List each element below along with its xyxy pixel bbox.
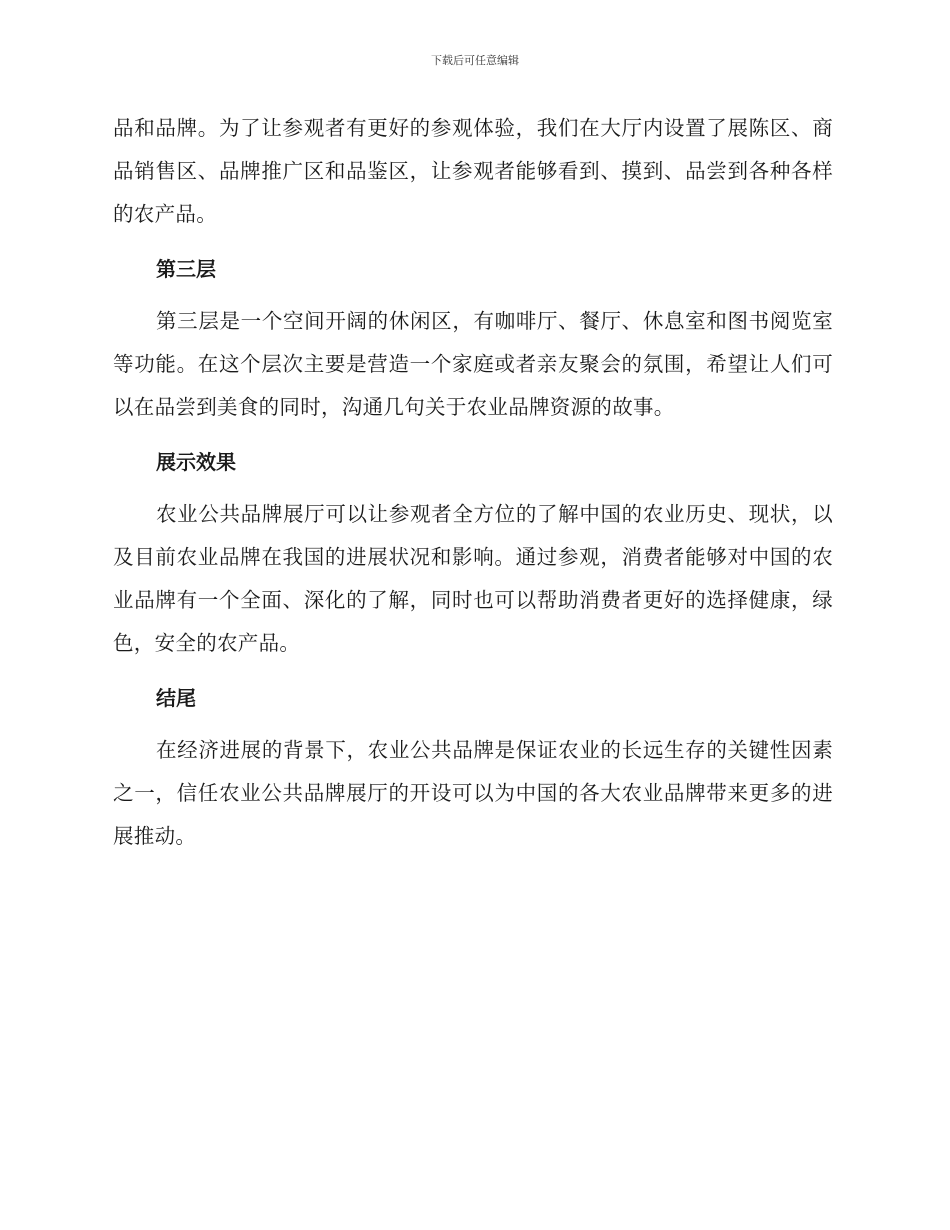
section-heading-conclusion: 结尾 <box>156 686 196 710</box>
intro-paragraph: 品和品牌。为了让参观者有更好的参观体验，我们在大厅内设置了展陈区、商品销售区、品牌推广区和品鉴区，让参观者能够看到、摸到、品尝到各种各样的农产品。 <box>113 116 833 226</box>
section-heading-display-effect: 展示效果 <box>156 450 236 474</box>
document-body <box>113 107 833 858</box>
section-paragraph-conclusion: 在经济进展的背景下，农业公共品牌是保证农业的长远生存的关键性因素之一，信任农业公共品牌展厅的开设可以为中国的各大农业品牌带来更多的进展推动。 <box>113 738 833 848</box>
section-heading-third-floor: 第三层 <box>156 257 216 281</box>
section-paragraph-display-effect: 农业公共品牌展厅可以让参观者全方位的了解中国的农业历史、现状，以及目前农业品牌在我国的进展状况和影响。通过参观，消费者能够对中国的农业品牌有一个全面、深化的了解，同时也可以帮助消费者更好的选择健康，绿色，安全的农产品。 <box>113 502 833 655</box>
page-header-note: 下载后可任意编辑 <box>431 54 519 67</box>
section-paragraph-third-floor: 第三层是一个空间开阔的休闲区，有咖啡厅、餐厅、休息室和图书阅览室等功能。在这个层次主要是营造一个家庭或者亲友聚会的氛围，希望让人们可以在品尝到美食的同时，沟通几句关于农业品牌资源的故事。 <box>113 309 833 419</box>
